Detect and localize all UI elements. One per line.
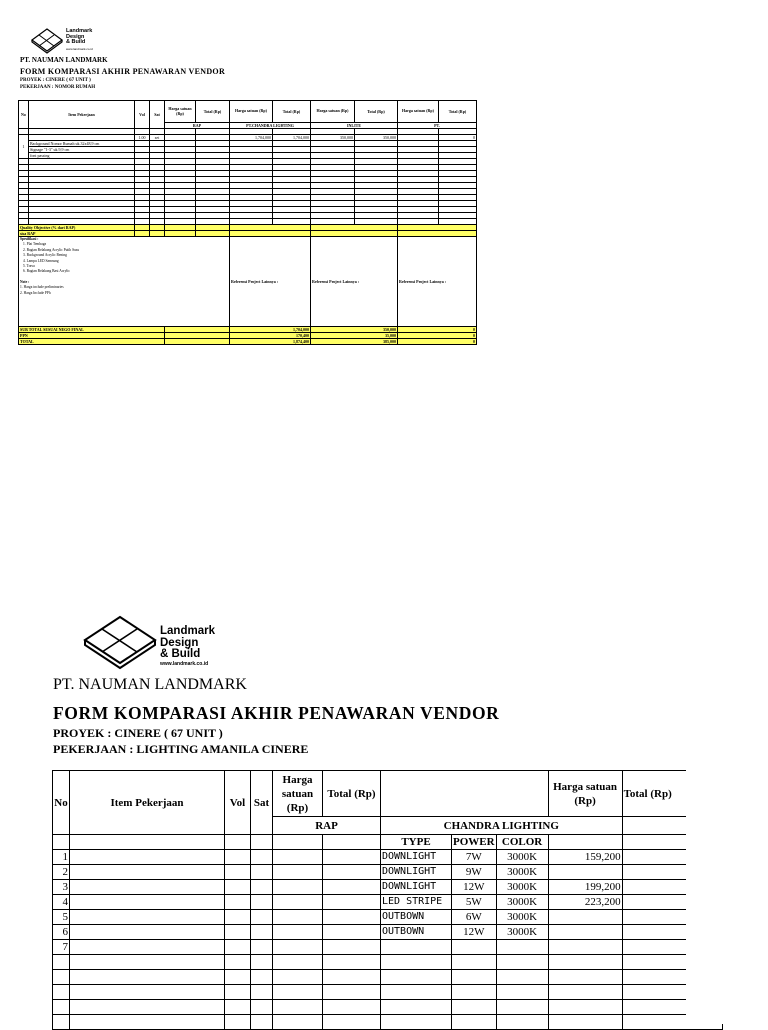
company-name: PT. NAUMAN LANDMARK	[53, 676, 247, 693]
row-type: DOWNLIGHT	[381, 880, 452, 895]
subtotal-chandra: 1,704,000	[230, 327, 311, 333]
logo	[82, 612, 232, 672]
table-row	[53, 895, 723, 910]
row-harga	[548, 940, 622, 955]
table-row	[53, 925, 723, 940]
col-no: No	[53, 771, 70, 835]
referensi-inlite: Referensi Project Lainnya :	[311, 237, 398, 327]
total-inlite: 385,000	[311, 339, 398, 345]
project-label: PROYEK : CINERE ( 67 UNIT )	[53, 726, 223, 740]
col-total-rap: Total (Rp)	[323, 771, 381, 817]
col-power: POWER	[453, 836, 495, 848]
table-row	[53, 850, 723, 865]
logo-url: www.landmark.co.id	[66, 47, 93, 51]
note-item: 2. Harga Include PPh	[20, 290, 51, 295]
row-color: 3000K	[496, 850, 548, 865]
ppn-inlite: 35,000	[311, 333, 398, 339]
col-total-pt: Total (Rp)	[439, 101, 477, 123]
row-chandra-total: 1,704,000	[273, 135, 311, 141]
total-label: TOTAL	[19, 339, 165, 345]
table-row	[53, 940, 723, 955]
row-no: 1	[53, 850, 70, 865]
row-power: 6W	[452, 910, 497, 925]
row-color: 3000K	[496, 910, 548, 925]
row-power	[452, 940, 497, 955]
subtotal-inlite: 350,000	[311, 327, 398, 333]
sisa-rap-label: sisa RAP	[19, 231, 135, 237]
vendor-chandra: CHANDRA LIGHTING	[381, 817, 623, 835]
page-edge	[686, 770, 768, 1024]
subtotal-pt: 0	[398, 327, 477, 333]
col-type: TYPE	[381, 835, 452, 850]
subtotal-label: SUB TOTAL SESUAI NEGO FINAL	[19, 327, 165, 333]
col-total-chandra: Total (Rp)	[273, 101, 311, 123]
quality-objective-label: Quality Objective (% dari RAP)	[19, 225, 135, 231]
row-no: 7	[53, 940, 70, 955]
row-power: 9W	[452, 865, 497, 880]
note-title: Note :	[20, 279, 30, 284]
col-harga-rap	[273, 771, 323, 817]
item-desc-3: font passing	[29, 153, 135, 159]
col-color: COLOR	[496, 835, 548, 850]
total-pt: 0	[398, 339, 477, 345]
spec-item: 4. Lampu LED Samsung	[23, 258, 59, 263]
col-vol: Vol	[135, 101, 150, 129]
row-harga: 199,200	[548, 880, 622, 895]
col-total-inlite: Total (Rp)	[355, 101, 398, 123]
row-type: DOWNLIGHT	[381, 865, 452, 880]
spec-item: 1. Plat Tembaga	[23, 242, 47, 247]
item-desc-1: Background Nomor Rumah uk.32x48,9 cm	[29, 141, 135, 147]
project-label: PROYEK : CINERE ( 67 UNIT )	[20, 78, 91, 83]
logo-line-3: & Build	[66, 39, 86, 45]
logo-line-1: Landmark	[66, 28, 93, 34]
row-no: 3	[53, 880, 70, 895]
logo	[30, 26, 110, 56]
row-color: 3000K	[496, 925, 548, 940]
row-color: 3000K	[496, 865, 548, 880]
logo-url: www.landmark.co.id	[160, 661, 209, 667]
row-harga: 159,200	[548, 850, 622, 865]
vendor-pt: PT.	[398, 123, 477, 129]
col-item: Item Pekerjaan	[29, 101, 135, 129]
table-row	[53, 910, 723, 925]
row-type: LED STRIPE	[381, 895, 452, 910]
col-harga-chandra: Harga satuan (Rp)	[230, 101, 273, 123]
logo-text	[160, 626, 215, 661]
row-harga: 223,200	[548, 895, 622, 910]
ppn-chandra: 170,400	[230, 333, 311, 339]
form-title: FORM KOMPARASI AKHIR PENAWARAN VENDOR	[53, 703, 500, 720]
work-label: PEKERJAAN : LIGHTING AMANILA CINERE	[53, 742, 309, 756]
logo-line-2: Design	[66, 33, 85, 40]
work-label: PEKERJAAN : NOMOR RUMAH	[20, 85, 96, 90]
spec-item: 3. Background Acrylic Bening	[23, 253, 67, 258]
row-type	[381, 940, 452, 955]
spec-item: 6. Bagian Belakang Bast Acrylic	[23, 269, 71, 274]
col-harga-rap: Harga satuan (Rp)	[165, 101, 196, 123]
vendor-inlite: INLITE	[311, 123, 398, 129]
form-title: FORM KOMPARASI AKHIR PENAWARAN VENDOR	[20, 67, 226, 75]
spec-item: 5. Trava	[23, 264, 35, 269]
col-item: Item Pekerjaan	[70, 771, 225, 835]
item-desc-2: Signage "1-3" uk.9,9 cm	[29, 147, 135, 153]
specification-block	[19, 237, 230, 327]
vendor-rap: RAP	[165, 123, 230, 129]
row-power: 5W	[452, 895, 497, 910]
row-harga	[548, 925, 622, 940]
ppn-pt: 0	[398, 333, 477, 339]
row-harga	[548, 865, 622, 880]
col-harga-chandra	[548, 771, 622, 817]
col-vol: Vol	[225, 771, 251, 835]
harga-chandra-line-1: Harga satuan	[553, 780, 617, 793]
harga-line-1: Harga	[282, 773, 313, 786]
row-inlite-harga: 350,000	[311, 135, 355, 141]
logo-cube-icon	[82, 612, 158, 672]
logo-cube-icon	[30, 26, 64, 54]
harga-line-3: (Rp)	[286, 801, 309, 814]
row-power: 12W	[452, 925, 497, 940]
row-color	[496, 940, 548, 955]
col-total-chandra: Total (Rp)	[622, 771, 722, 817]
row-no: 1	[19, 135, 29, 159]
total-chandra: 1,874,400	[230, 339, 311, 345]
row-no: 4	[53, 895, 70, 910]
logo-text	[66, 29, 92, 46]
table-row	[53, 865, 723, 880]
vendor-chandra: PT.CHANDRA LIGHTING	[230, 123, 311, 129]
comparison-table-small	[18, 100, 477, 345]
ppn-label: PPN	[19, 333, 165, 339]
row-color: 3000K	[496, 895, 548, 910]
referensi-pt: Referensi Project Lainnya :	[398, 237, 477, 327]
row-no: 6	[53, 925, 70, 940]
col-sat: Sat	[251, 771, 273, 835]
row-color: 3000K	[496, 880, 548, 895]
row-type: OUTBOWN	[381, 925, 452, 940]
row-no: 5	[53, 910, 70, 925]
row-inlite-total: 350,000	[355, 135, 398, 141]
row-type: OUTBOWN	[381, 910, 452, 925]
logo-line-1: Landmark	[160, 625, 215, 637]
col-total-rap: Total (Rp)	[196, 101, 230, 123]
vendor-rap: RAP	[273, 817, 381, 835]
table-row	[53, 880, 723, 895]
spec-item: 2. Bagian Belakang Acrylic Putih Susu	[23, 247, 80, 252]
col-harga-inlite: Harga satuan (Rp)	[311, 101, 355, 123]
row-power: 12W	[452, 880, 497, 895]
harga-line-2: satuan	[281, 787, 314, 800]
row-no: 2	[53, 865, 70, 880]
col-sat: Sat	[150, 101, 165, 129]
row-power: 7W	[452, 850, 497, 865]
col-no: No	[19, 101, 29, 129]
company-name: PT. NAUMAN LANDMARK	[20, 56, 108, 64]
logo-line-3: & Build	[160, 648, 201, 660]
col-harga-pt: Harga satuan (Rp)	[398, 101, 439, 123]
row-type: DOWNLIGHT	[381, 850, 452, 865]
note-item: 1. Harga include preliminaries	[20, 285, 64, 290]
referensi-chandra: Referensi Project Lainnya :	[230, 237, 311, 327]
logo-line-2: Design	[160, 636, 199, 649]
row-pt-total: 0	[439, 135, 477, 141]
spec-title: Spesifikasi :	[20, 237, 39, 241]
row-harga	[548, 910, 622, 925]
comparison-table-large	[52, 770, 723, 1030]
harga-chandra-line-2: (Rp)	[574, 794, 596, 807]
row-vol: 1.00	[135, 135, 150, 141]
row-chandra-harga: 1,704,000	[230, 135, 273, 141]
row-sat: set	[150, 135, 165, 141]
